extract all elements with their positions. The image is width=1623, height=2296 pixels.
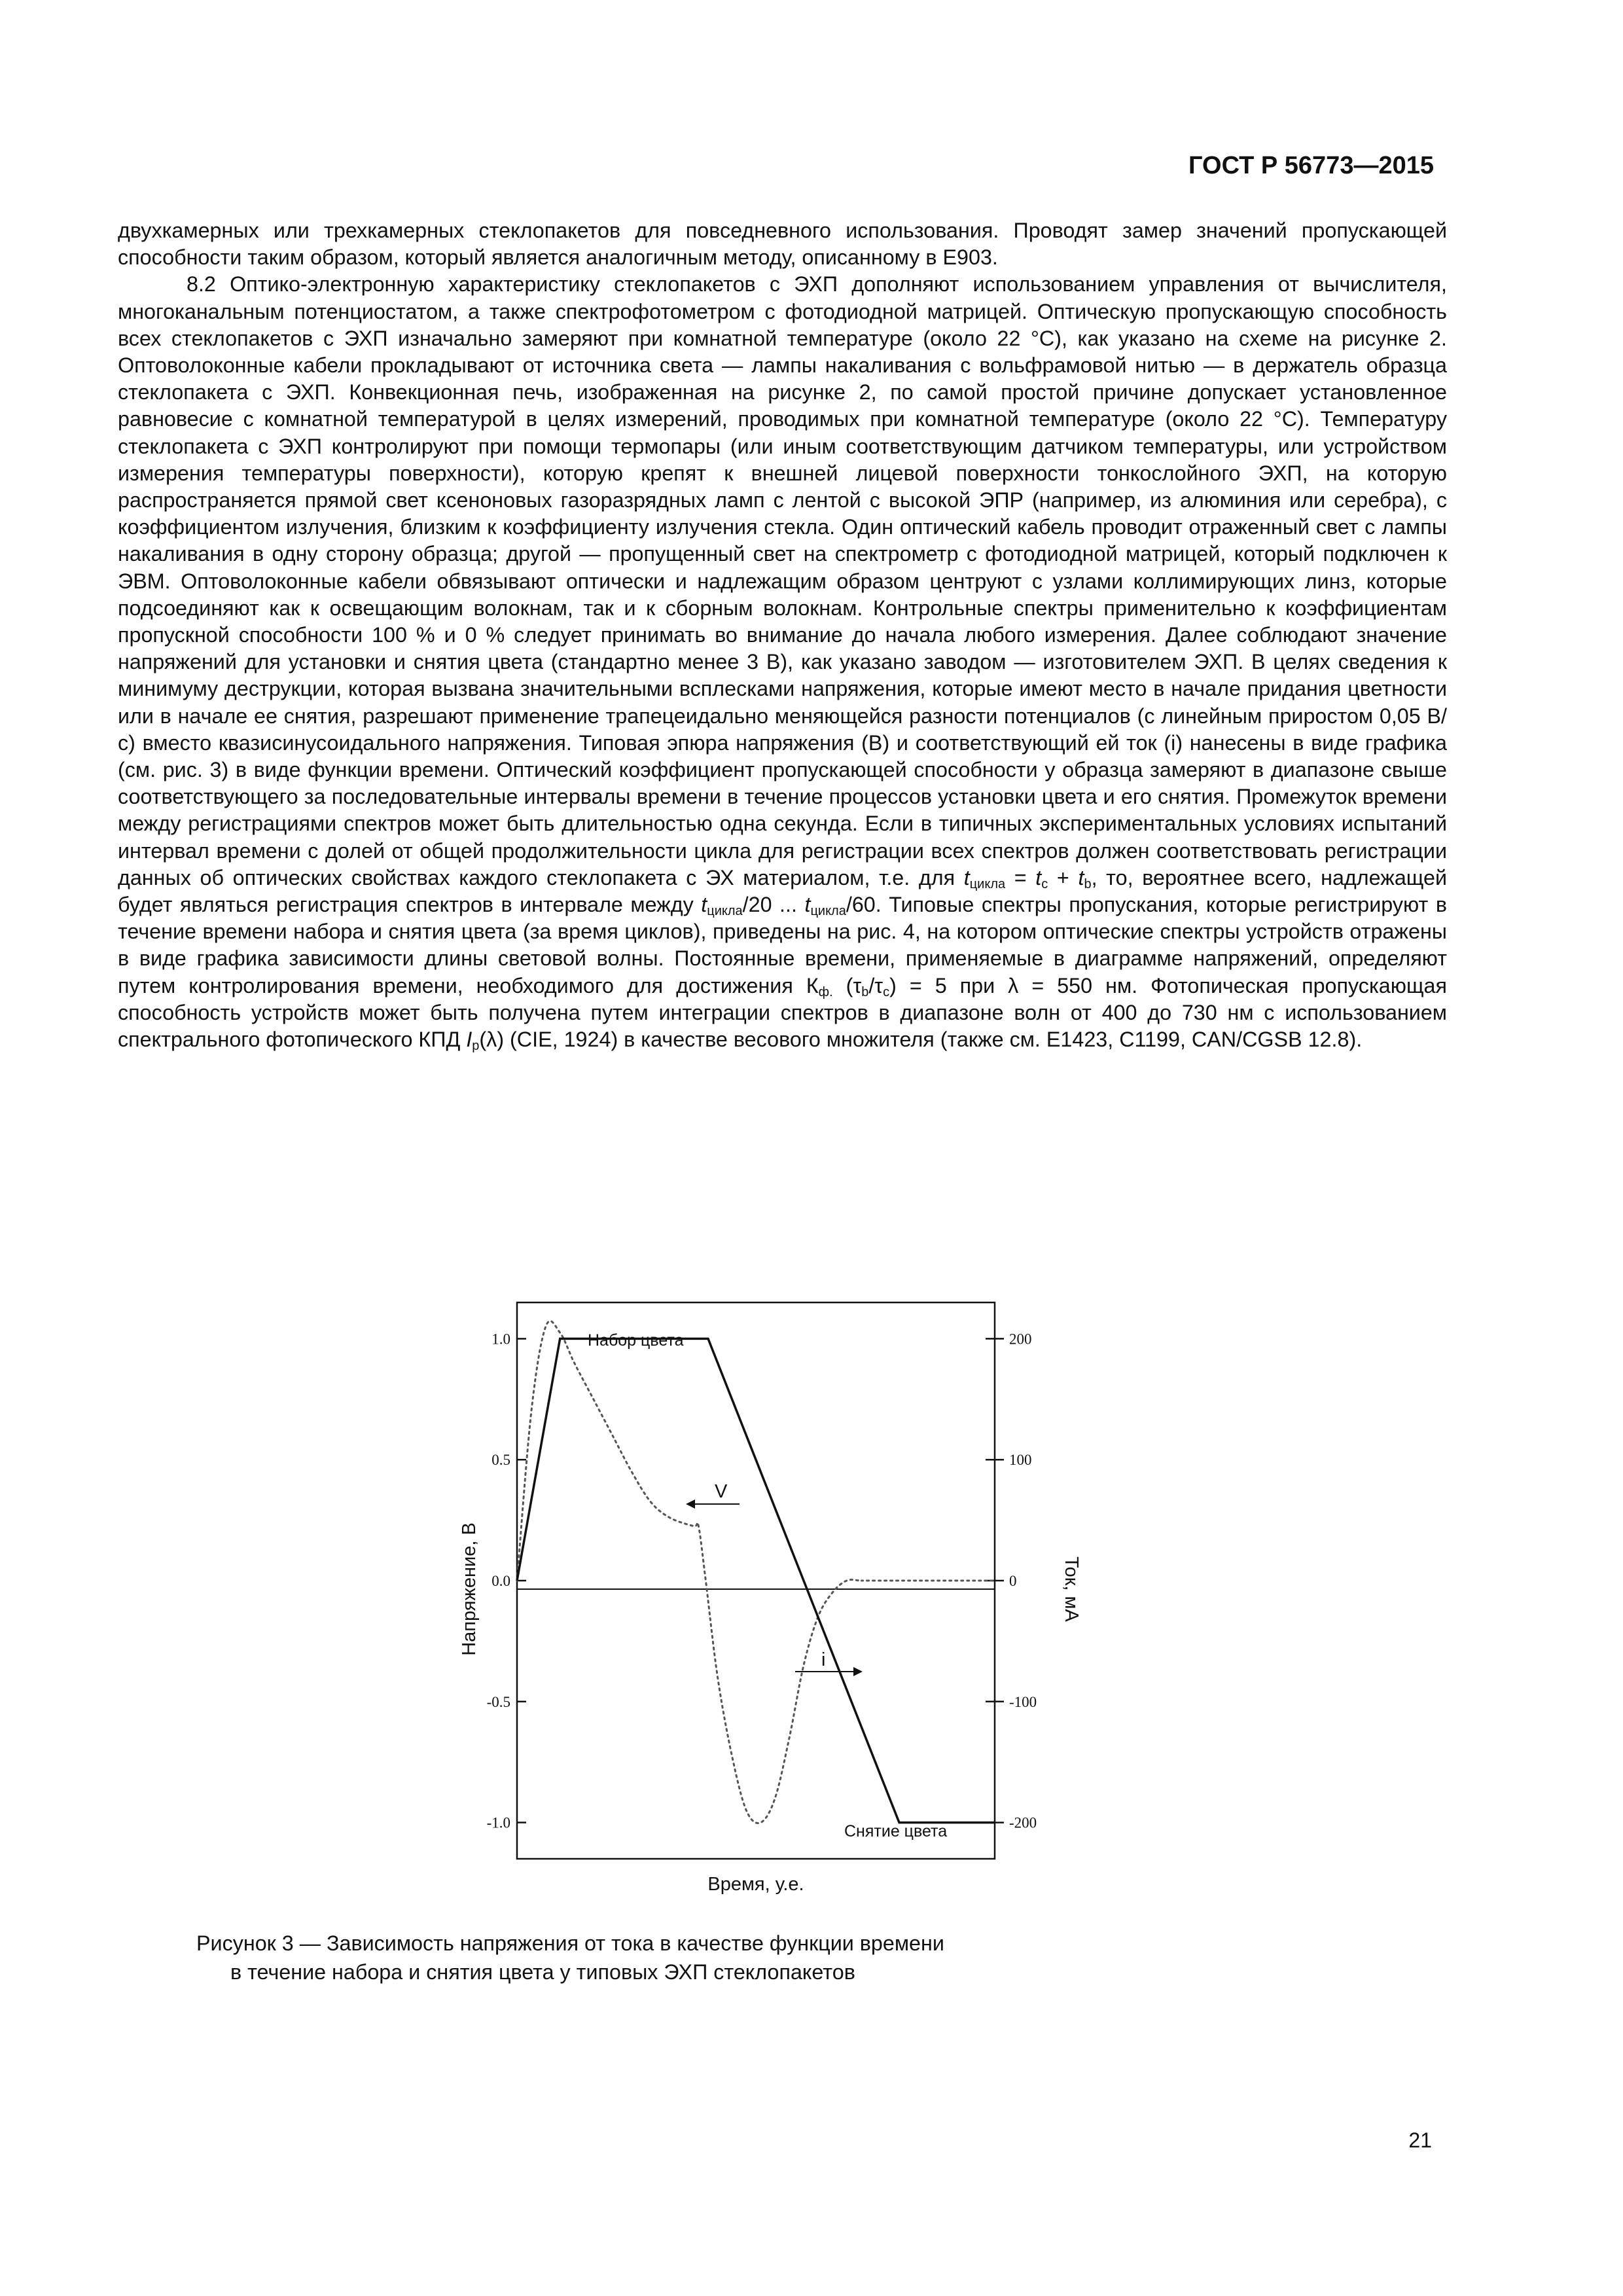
v-label: V	[715, 1481, 728, 1502]
right-tick-label: 0	[1009, 1573, 1017, 1589]
right-tick-label: 100	[1009, 1452, 1032, 1469]
i-arrow-head	[853, 1667, 863, 1676]
right-tick-label: -200	[1009, 1814, 1037, 1831]
current-series-line	[517, 1321, 995, 1823]
y-axis-label-left: Напряжение, В	[459, 1522, 480, 1656]
right-tick-label: 200	[1009, 1331, 1032, 1348]
right-tick-label: -100	[1009, 1693, 1037, 1710]
voltage-series-line	[517, 1338, 995, 1822]
plot-frame	[517, 1302, 995, 1859]
figure-3	[432, 1288, 1113, 1910]
left-tick-label: 0.5	[491, 1452, 510, 1469]
left-axis-ticks	[487, 1331, 526, 1831]
page-number: 21	[1408, 2128, 1432, 2152]
left-tick-label: -1.0	[486, 1814, 510, 1831]
i-label: i	[821, 1649, 826, 1670]
paragraph-8-2: 8.2 Оптико-электронную характеристику стеклопакетов с ЭХП дополняют использованием управления от вычислителя, многоканальным потенциостатом, а также спектрофотометром с фотодиодной матрицей. Оптическую пропускающую способность всех стеклопакетов с ЭХП изначально замеряют при комнатной температуре (около 22 °С), как указано на схеме на рисунке 2. Оптоволоконные кабели прокладывают от источника света — лампы накаливания с вольфрамовой нитью — в держатель образца стеклопакета с ЭХП. Конвекционная печь, изображенная на рисунке 2, по самой простой причине допускает установленное равновесие с комнатной температурой в целях измерений, проводимых при комнатной температуре (около 22 °С). Температуру стеклопакета с ЭХП контролируют при помощи термопары (или иным соответствующим датчиком температуры, или устройством измерения температуры поверхности), которую крепят к внешней лицевой поверхности тонкослойного ЭХП, на которую распространяется прямой свет ксеноновых газоразрядных ламп с лентой с высокой ЭПР (например, из алюминия или серебра), с коэффициентом излучения, близким к коэффициенту излучения стекла. Один оптический кабель проводит отраженный свет с лампы накаливания в одну сторону образца; другой — пропущенный свет на спектрометр с фотодиодной матрицей, который подключен к ЭВМ. Оптоволоконные кабели обвязывают оптически и надлежащим образом центруют с узлами коллимирующих линз, которые подсоединяют как к освещающим волокнам, так и к сборным волокнам. Контрольные спектры применительно к коэффициентам пропускной способности 100 % и 0 % следует принимать во внимание до начала любого измерения. Далее соблюдают значение напряжений для установки и снятия цвета (стандартно менее 3 В), как указано заводом — изготовителем ЭХП. В целях сведения к минимуму деструкции, которая вызвана значительными всплесками напряжения, которые имеют место в начале придания цветности или в начале ее снятия, разрешают применение трапецеидально меняющейся разности потенциалов (с линейным приростом 0,05 В/с) вместо квазисинусоидального напряжения. Типовая эпюра напряжения (В) и соответствующий ей ток (i) нанесены в виде графика (см. рис. 3) в виде функции времени. Оптический коэффициент пропускающей способности у образца замеряют в диапазоне свыше соответствующего за последовательные интервалы времени в течение процессов установки цвета и его снятия. Промежуток времени между регистрациями спектров может быть длительностью одна секунда. Если в типичных экспериментальных условиях испытаний интервал времени с долей от общей продолжительности цикла для регистрации всех спектров должен соответствовать регистрации данных об оптических свойствах каждого стеклопакета с ЭХ материалом, т.е. для $t_{цикла} = t_c + t_b$, то, вероятнее всего, надлежащей будет являться регистрация спектров в интервале между $t_{цикла}/20$ ... $t_{цикла}/60$. Типовые спектры пропускания, которые регистрируют в течение времени набора и снятия цвета (за время циклов), приведены на рис. 4, на котором оптические спектры устройств отражены в виде графика зависимости длины световой волны. Постоянные времени, применяемые в диаграмме напряжений, определяют путем контролирования времени, необходимого для достижения $К_{ф.}$ $(\tau_b/\tau_c) = 5$ при λ = 550 нм. Фотопическая пропускающая способность устройств может быть получена путем интеграции спектров в диапазоне волн от 400 до 730 нм с использованием спектрального фотопического КПД $I_p(\lambda)$ (CIE, 1924) в качестве весового множителя (также см. Е1423, С1199, CAN/CGSB 12.8).	[118, 272, 1448, 1054]
figure-caption	[196, 1929, 1309, 1986]
voltage-current-chart	[432, 1288, 1113, 1910]
bleaching-label: Снятие цвета	[844, 1822, 948, 1840]
left-tick-label: -0.5	[486, 1693, 510, 1710]
left-tick-label: 0.0	[491, 1573, 510, 1589]
paragraph-1: двухкамерных или трехкамерных стеклопакетов для повседневного использования. Проводят замер значений пропускающей способности таким образом, который является аналогичным методу, описанному в Е903.	[118, 219, 1447, 270]
v-arrow-head	[686, 1499, 695, 1509]
caption-line-2: в течение набора и снятия цвета у типовых ЭХП стеклопакетов	[230, 1960, 855, 1984]
x-axis-label: Время, у.е.	[707, 1874, 804, 1895]
left-tick-label: 1.0	[491, 1331, 510, 1348]
body-text	[118, 217, 1447, 1053]
y-axis-label-right: Ток, мА	[1061, 1556, 1082, 1622]
coloring-label: Набор цвета	[588, 1331, 684, 1350]
document-header: ГОСТ Р 56773—2015	[1188, 152, 1434, 179]
caption-line-1: Рисунок 3 — Зависимость напряжения от тока в качестве функции времени	[196, 1931, 944, 1955]
